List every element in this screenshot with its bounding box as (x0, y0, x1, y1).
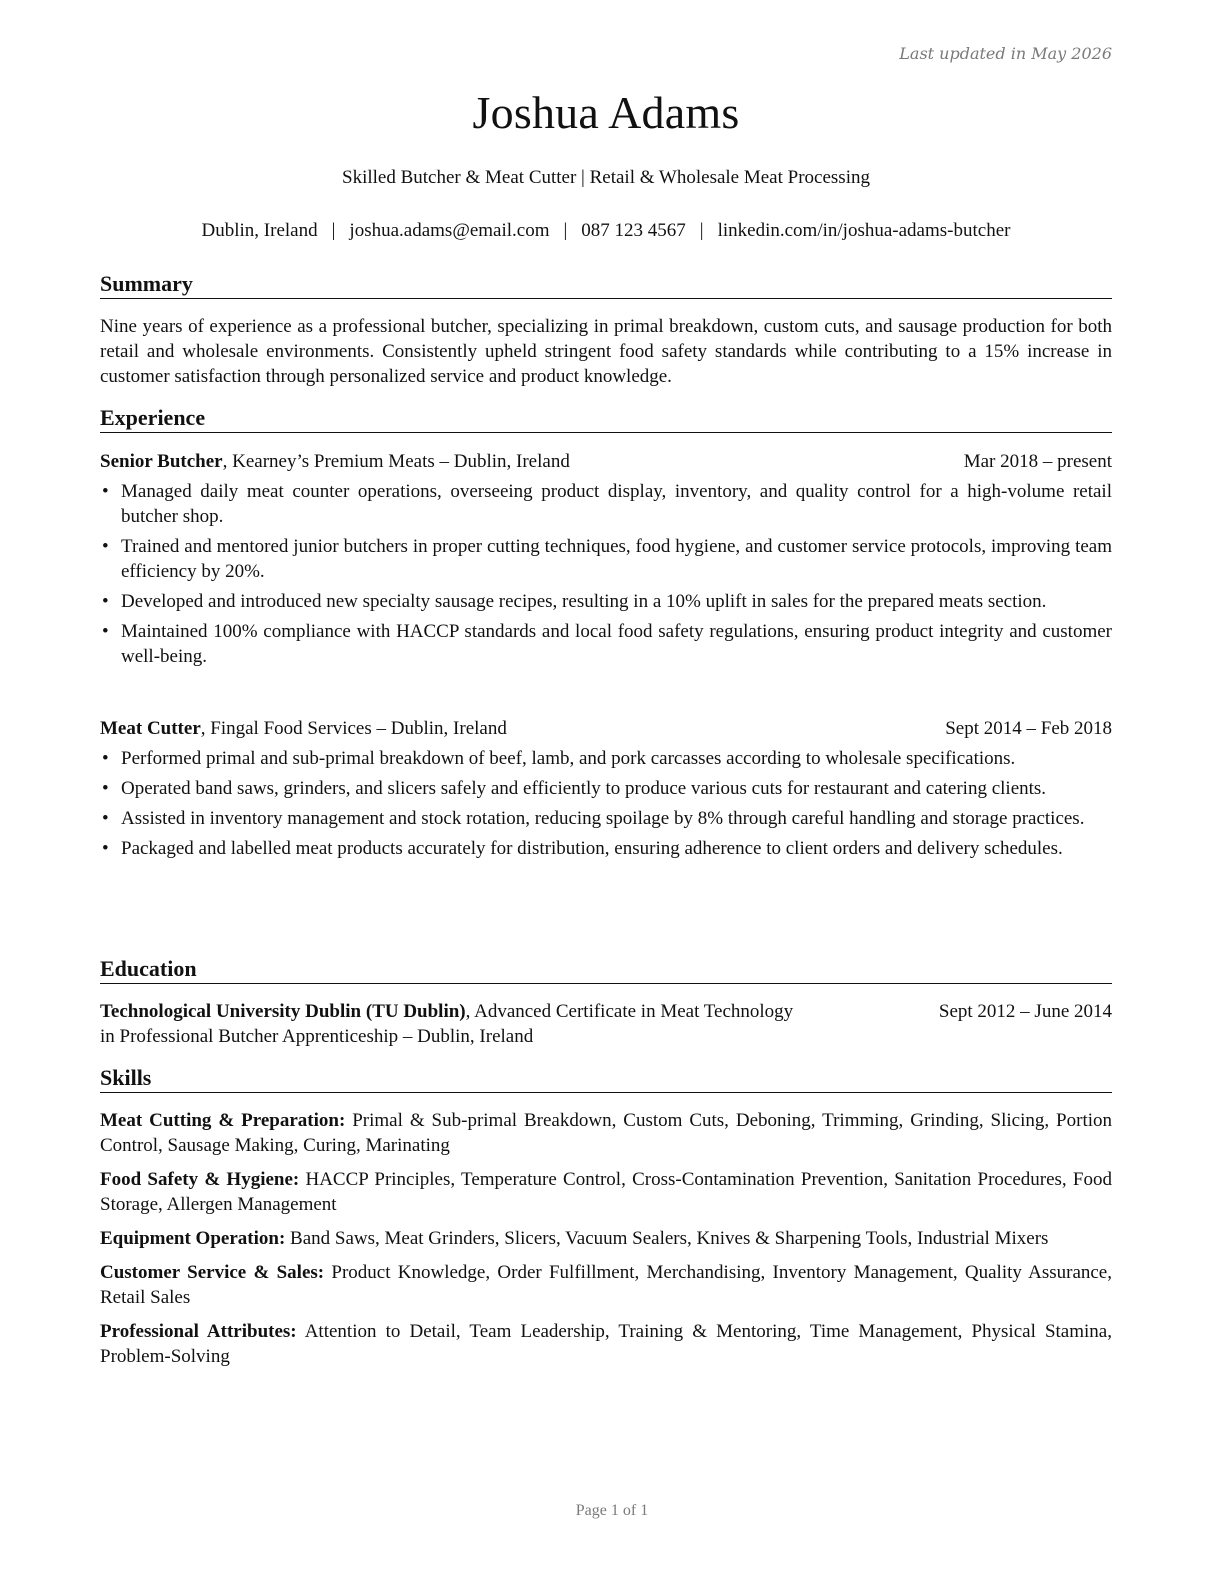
experience-heading: Experience (100, 405, 1112, 433)
job-header (100, 449, 1112, 474)
job-bullet: • Assisted in inventory management and stock rotation, reducing spoilage by 8% through careful handling and storage practices. (100, 806, 1112, 831)
skill-category: Food Safety & Hygiene: (100, 1169, 300, 1190)
contact-separator: | (331, 220, 336, 241)
job-entry (100, 716, 1112, 866)
job-bullet: • Managed daily meat counter operations, overseeing product display, inventory, and quality control for a high-volume retail butcher shop. (100, 479, 1112, 529)
skill-category: Meat Cutting & Preparation: (100, 1110, 346, 1131)
skill-category: Professional Attributes: (100, 1321, 297, 1342)
skill-items: Primal & Sub-primal Breakdown, Custom Cuts, Deboning, Trimming, Grinding, Slicing, Portion Control, Sausage Making, Curing, Marinating (100, 1110, 1113, 1156)
job-bullet: • Developed and introduced new specialty sausage recipes, resulting in a 10% uplift in sales for the prepared meats section. (100, 589, 1112, 614)
candidate-name: Joshua Adams (472, 87, 740, 138)
last-updated-note: Last updated in May 2026 (899, 44, 1112, 63)
contact-location: Dublin, Ireland (201, 220, 318, 241)
job-bullets (100, 479, 1112, 669)
job-title-line (100, 716, 507, 741)
job-role: Senior Butcher (100, 451, 223, 472)
skills-list (100, 1108, 1112, 1378)
page-number: Page 1 of 1 (575, 1502, 649, 1519)
job-title-line (100, 449, 570, 474)
job-bullets (100, 746, 1112, 861)
education-entry (100, 999, 1112, 1049)
job-employer: , Fingal Food Services – Dublin, Ireland (200, 718, 507, 739)
job-entry (100, 449, 1112, 674)
skills-heading: Skills (100, 1065, 1112, 1093)
contact-separator: | (699, 220, 704, 241)
contact-separator: | (563, 220, 568, 241)
contact-line (100, 220, 1112, 242)
job-employer: , Kearney’s Premium Meats – Dublin, Ireland (222, 451, 570, 472)
education-row (100, 999, 1112, 1024)
contact-linkedin[interactable]: linkedin.com/in/joshua-adams-butcher (717, 220, 1011, 241)
job-dates: Sept 2014 – Feb 2018 (945, 718, 1112, 739)
education-heading: Education (100, 956, 1112, 984)
skill-items: Product Knowledge, Order Fulfillment, Merchandising, Inventory Management, Quality Assurance, Retail Sales (100, 1262, 1112, 1308)
job-bullet: • Packaged and labelled meat products accurately for distribution, ensuring adherence to client orders and delivery schedules. (100, 836, 1112, 861)
skill-category: Customer Service & Sales: (100, 1262, 325, 1283)
skill-items: Attention to Detail, Team Leadership, Training & Mentoring, Time Management, Physical Stamina, Problem-Solving (100, 1321, 1112, 1367)
job-header (100, 716, 1112, 741)
job-bullet: • Operated band saws, grinders, and slicers safely and efficiently to produce various cuts for restaurant and catering clients. (100, 776, 1112, 801)
job-bullet: • Trained and mentored junior butchers in proper cutting techniques, food hygiene, and customer service protocols, improving team efficiency by 20%. (100, 534, 1112, 584)
skill-group (100, 1167, 1112, 1217)
skill-items: HACCP Principles, Temperature Control, Cross-Contamination Prevention, Sanitation Procedures, Food Storage, Allergen Management (100, 1169, 1112, 1215)
education-line-2: in Professional Butcher Apprenticeship – Dublin, Ireland (100, 1026, 534, 1047)
skill-group (100, 1260, 1112, 1310)
skill-group (100, 1319, 1112, 1369)
skill-group (100, 1108, 1112, 1158)
education-line-1 (100, 999, 793, 1024)
job-dates: Mar 2018 – present (963, 451, 1112, 472)
education-dates: Sept 2012 – June 2014 (938, 1001, 1112, 1022)
education-program: , Advanced Certificate in Meat Technology (465, 1001, 794, 1022)
candidate-tagline: Skilled Butcher & Meat Cutter | Retail & Wholesale Meat Processing (342, 167, 870, 188)
job-bullet: • Performed primal and sub-primal breakdown of beef, lamb, and pork carcasses according to wholesale specifications. (100, 746, 1112, 771)
contact-phone: 087 123 4567 (581, 220, 686, 241)
job-bullet: • Maintained 100% compliance with HACCP standards and local food safety regulations, ensuring product integrity and customer well-being. (100, 619, 1112, 669)
summary-heading: Summary (100, 271, 1112, 299)
skill-category: Equipment Operation: (100, 1228, 286, 1249)
skill-group (100, 1226, 1112, 1251)
skill-items: Band Saws, Meat Grinders, Slicers, Vacuum Sealers, Knives & Sharpening Tools, Industrial Mixers (285, 1228, 1049, 1249)
contact-email[interactable]: joshua.adams@email.com (349, 220, 550, 241)
summary-text: Nine years of experience as a professional butcher, specializing in primal breakdown, custom cuts, and sausage production for both retail and wholesale environments. Consistently upheld stringent food safety standards while contributing to a 15% increase in customer satisfaction through personalized service and product knowledge. (100, 316, 1112, 387)
education-institution: Technological University Dublin (TU Dublin) (100, 1001, 466, 1022)
job-role: Meat Cutter (100, 718, 201, 739)
